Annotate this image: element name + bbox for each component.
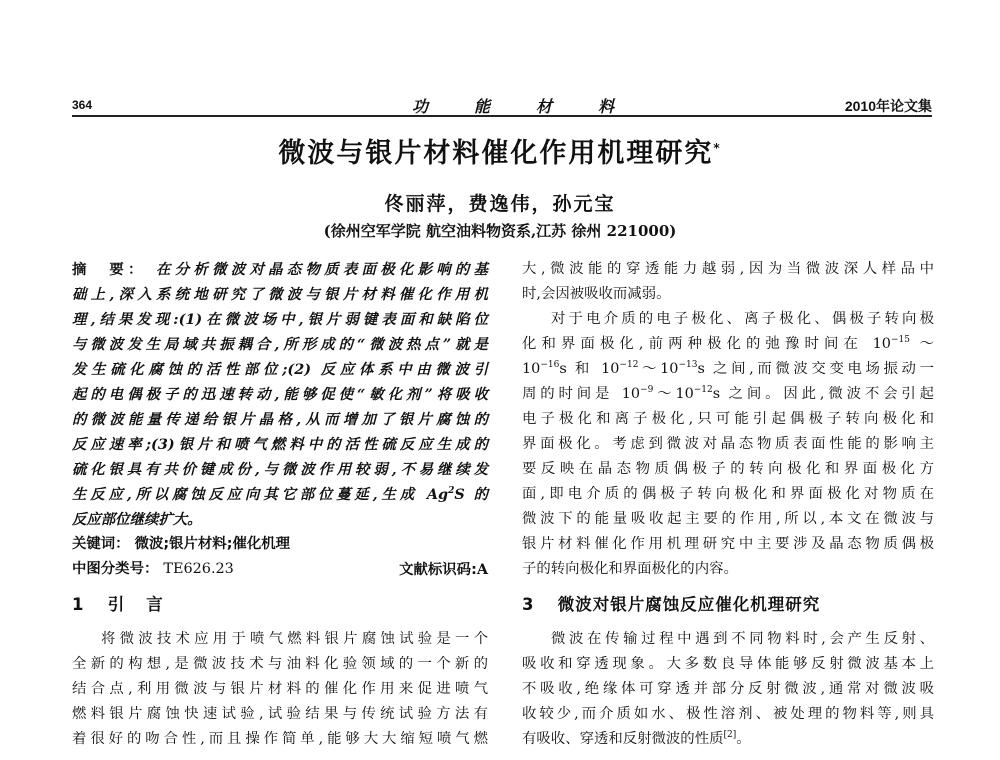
clc-label: 中图分类号： [72, 561, 159, 577]
abstract-label: 摘 要： [72, 262, 147, 278]
body-line: 子的转向极化和界面极化的内容。 [522, 561, 738, 577]
body-line: 将微波技术应用于喷气燃料银片腐蚀试验是一个 [101, 631, 488, 647]
doc-code-value: A [476, 561, 488, 578]
keywords-value: 微波;银片材料;催化机理 [134, 536, 291, 552]
body-line: 微波在传输过程中遇到不同物料时,会产生反射、 [551, 631, 934, 647]
body-line: 要反映在晶态物质偶极子的转向极化和界面极化方 [522, 461, 934, 477]
classification-line [72, 557, 488, 582]
body-text: s 之间,而微波交变电场振动一 [697, 361, 934, 377]
exponent: −12 [693, 385, 713, 396]
body-text: s 和 10 [559, 361, 620, 377]
abstract-line [72, 482, 488, 507]
clc-value: TE626.23 [163, 561, 234, 577]
journal-name: 功能材料 [412, 97, 661, 116]
body-line [522, 727, 934, 752]
section-title: 微波对银片腐蚀反应催化机理研究 [557, 595, 821, 614]
body-line: 银片材料催化作用机理研究中主要涉及晶态物质偶极 [522, 536, 934, 552]
abstract-line: 发生硫化腐蚀的活性部位;(2) 反应体系中由微波引 [72, 361, 488, 378]
body-line: 着很好的吻合性,而且操作简单,能够大大缩短喷气燃 [72, 731, 488, 747]
exponent: −9 [640, 385, 654, 396]
body-text: ～10 [653, 386, 694, 402]
abstract-line: 硫化银具有共价键成份,与微波作用较弱,不易继续发 [72, 461, 488, 478]
exponent: −13 [678, 360, 698, 371]
body-text: 。 [736, 731, 751, 747]
body-text: ～ [909, 336, 934, 352]
abstract-text: 在分析微波对晶态物质表面极化影响的基 [156, 261, 488, 278]
doc-code-label: 文献标识码: [399, 562, 477, 578]
body-text: s 之间。因此,微波不会引起 [712, 386, 934, 402]
abstract-line: 的微波能量传递给银片晶格,从而增加了银片腐蚀的 [72, 411, 488, 428]
body-line: 结合点,利用微波与银片材料的催化作用来促进喷气 [72, 681, 488, 697]
exponent: −12 [619, 360, 639, 371]
body-text: ～10 [638, 361, 679, 377]
body-line: 全新的构想,是微波技术与油料化验领域的一个新的 [72, 656, 488, 672]
keywords-label: 关键词： [72, 536, 130, 552]
body-line: 吸收和穿透现象。大多数良导体能够反射微波基本上 [522, 656, 934, 672]
body-text: 化和界面极化,前两种极化的弛豫时间在 10 [522, 336, 891, 352]
header-rule [72, 115, 932, 117]
citation-ref: [2] [723, 730, 737, 741]
affiliation: (徐州空军学院 航空油料物资系,江苏 徐州 221000) [323, 222, 677, 240]
body-text: 周的时间是 10 [522, 386, 641, 402]
body-line [522, 357, 934, 382]
abstract-line: 与微波发生局域共振耦合,所形成的“微波热点”就是 [72, 336, 488, 353]
right-column [522, 257, 934, 752]
body-line: 对于电介质的电子极化、离子极化、偶极子转向极 [551, 311, 934, 327]
abstract-line: 反应速率;(3)银片和喷气燃料中的活性硫反应生成的 [72, 436, 488, 453]
left-column [72, 257, 488, 752]
body-line: 面,即电介质的偶极子转向极化和界面极化对物质在 [522, 486, 934, 502]
body-line: 时,会因被吸收而减弱。 [522, 286, 671, 302]
section-title: 引言 [107, 595, 185, 614]
abstract-line: 反应部位继续扩大。 [72, 511, 202, 528]
abstract-text: S 的 [454, 486, 489, 503]
body-text: 10 [522, 361, 541, 377]
abstract-text: 生反应,所以腐蚀反应向其它部位蔓延,生成 Ag [72, 486, 449, 503]
section-heading-mechanism [522, 592, 934, 617]
body-line [522, 332, 934, 357]
article-title [0, 131, 1000, 170]
abstract-line: 础上,深入系统地研究了微波与银片材料催化作用机 [72, 286, 488, 303]
authors: 佟丽萍，费逸伟，孙元宝 [384, 193, 616, 215]
keywords-line [72, 532, 488, 557]
section-number: 3 [522, 595, 534, 614]
body-line: 微波下的能量吸收起主要的作用,所以,本文在微波与 [522, 511, 934, 527]
abstract-line: 起的电偶极子的迅速转动,能够促使“敏化剂”将吸收 [72, 386, 488, 403]
body-line: 燃料银片腐蚀快速试验,试验结果与传统试验方法有 [72, 706, 488, 722]
abstract-line [72, 257, 488, 282]
body-line: 不吸收,绝缘体可穿透并部分反射微波,通常对微波吸 [522, 681, 934, 697]
abstract-line: 理,结果发现:(1)在微波场中,银片弱键表面和缺陷位 [72, 311, 488, 328]
body-line: 大,微波能的穿透能力越弱,因为当微波深人样品中 [522, 261, 934, 277]
article-title-text: 微波与银片材料催化作用机理研究 [278, 138, 714, 169]
running-header [72, 96, 932, 116]
body-line: 收较少,而介质如水、极性溶剂、被处理的物料等,则具 [522, 706, 934, 722]
body-text: 有吸收、穿透和反射微波的性质 [522, 731, 724, 747]
body-line [522, 382, 934, 407]
body-line: 界面极化。考虑到微波对晶态物质表面性能的影响主 [522, 436, 934, 452]
ag2s-subscript: 2 [448, 486, 455, 497]
body-line: 电子极化和离子极化,只可能引起偶极子转向极化和 [522, 411, 934, 427]
exponent: −16 [540, 360, 560, 371]
page-number: 364 [72, 98, 93, 112]
collection-label: 2010年论文集 [844, 98, 932, 114]
title-footnote-marker: * [713, 141, 722, 155]
section-number: 1 [72, 595, 84, 614]
section-heading-intro [72, 592, 488, 617]
exponent: −15 [890, 335, 910, 346]
